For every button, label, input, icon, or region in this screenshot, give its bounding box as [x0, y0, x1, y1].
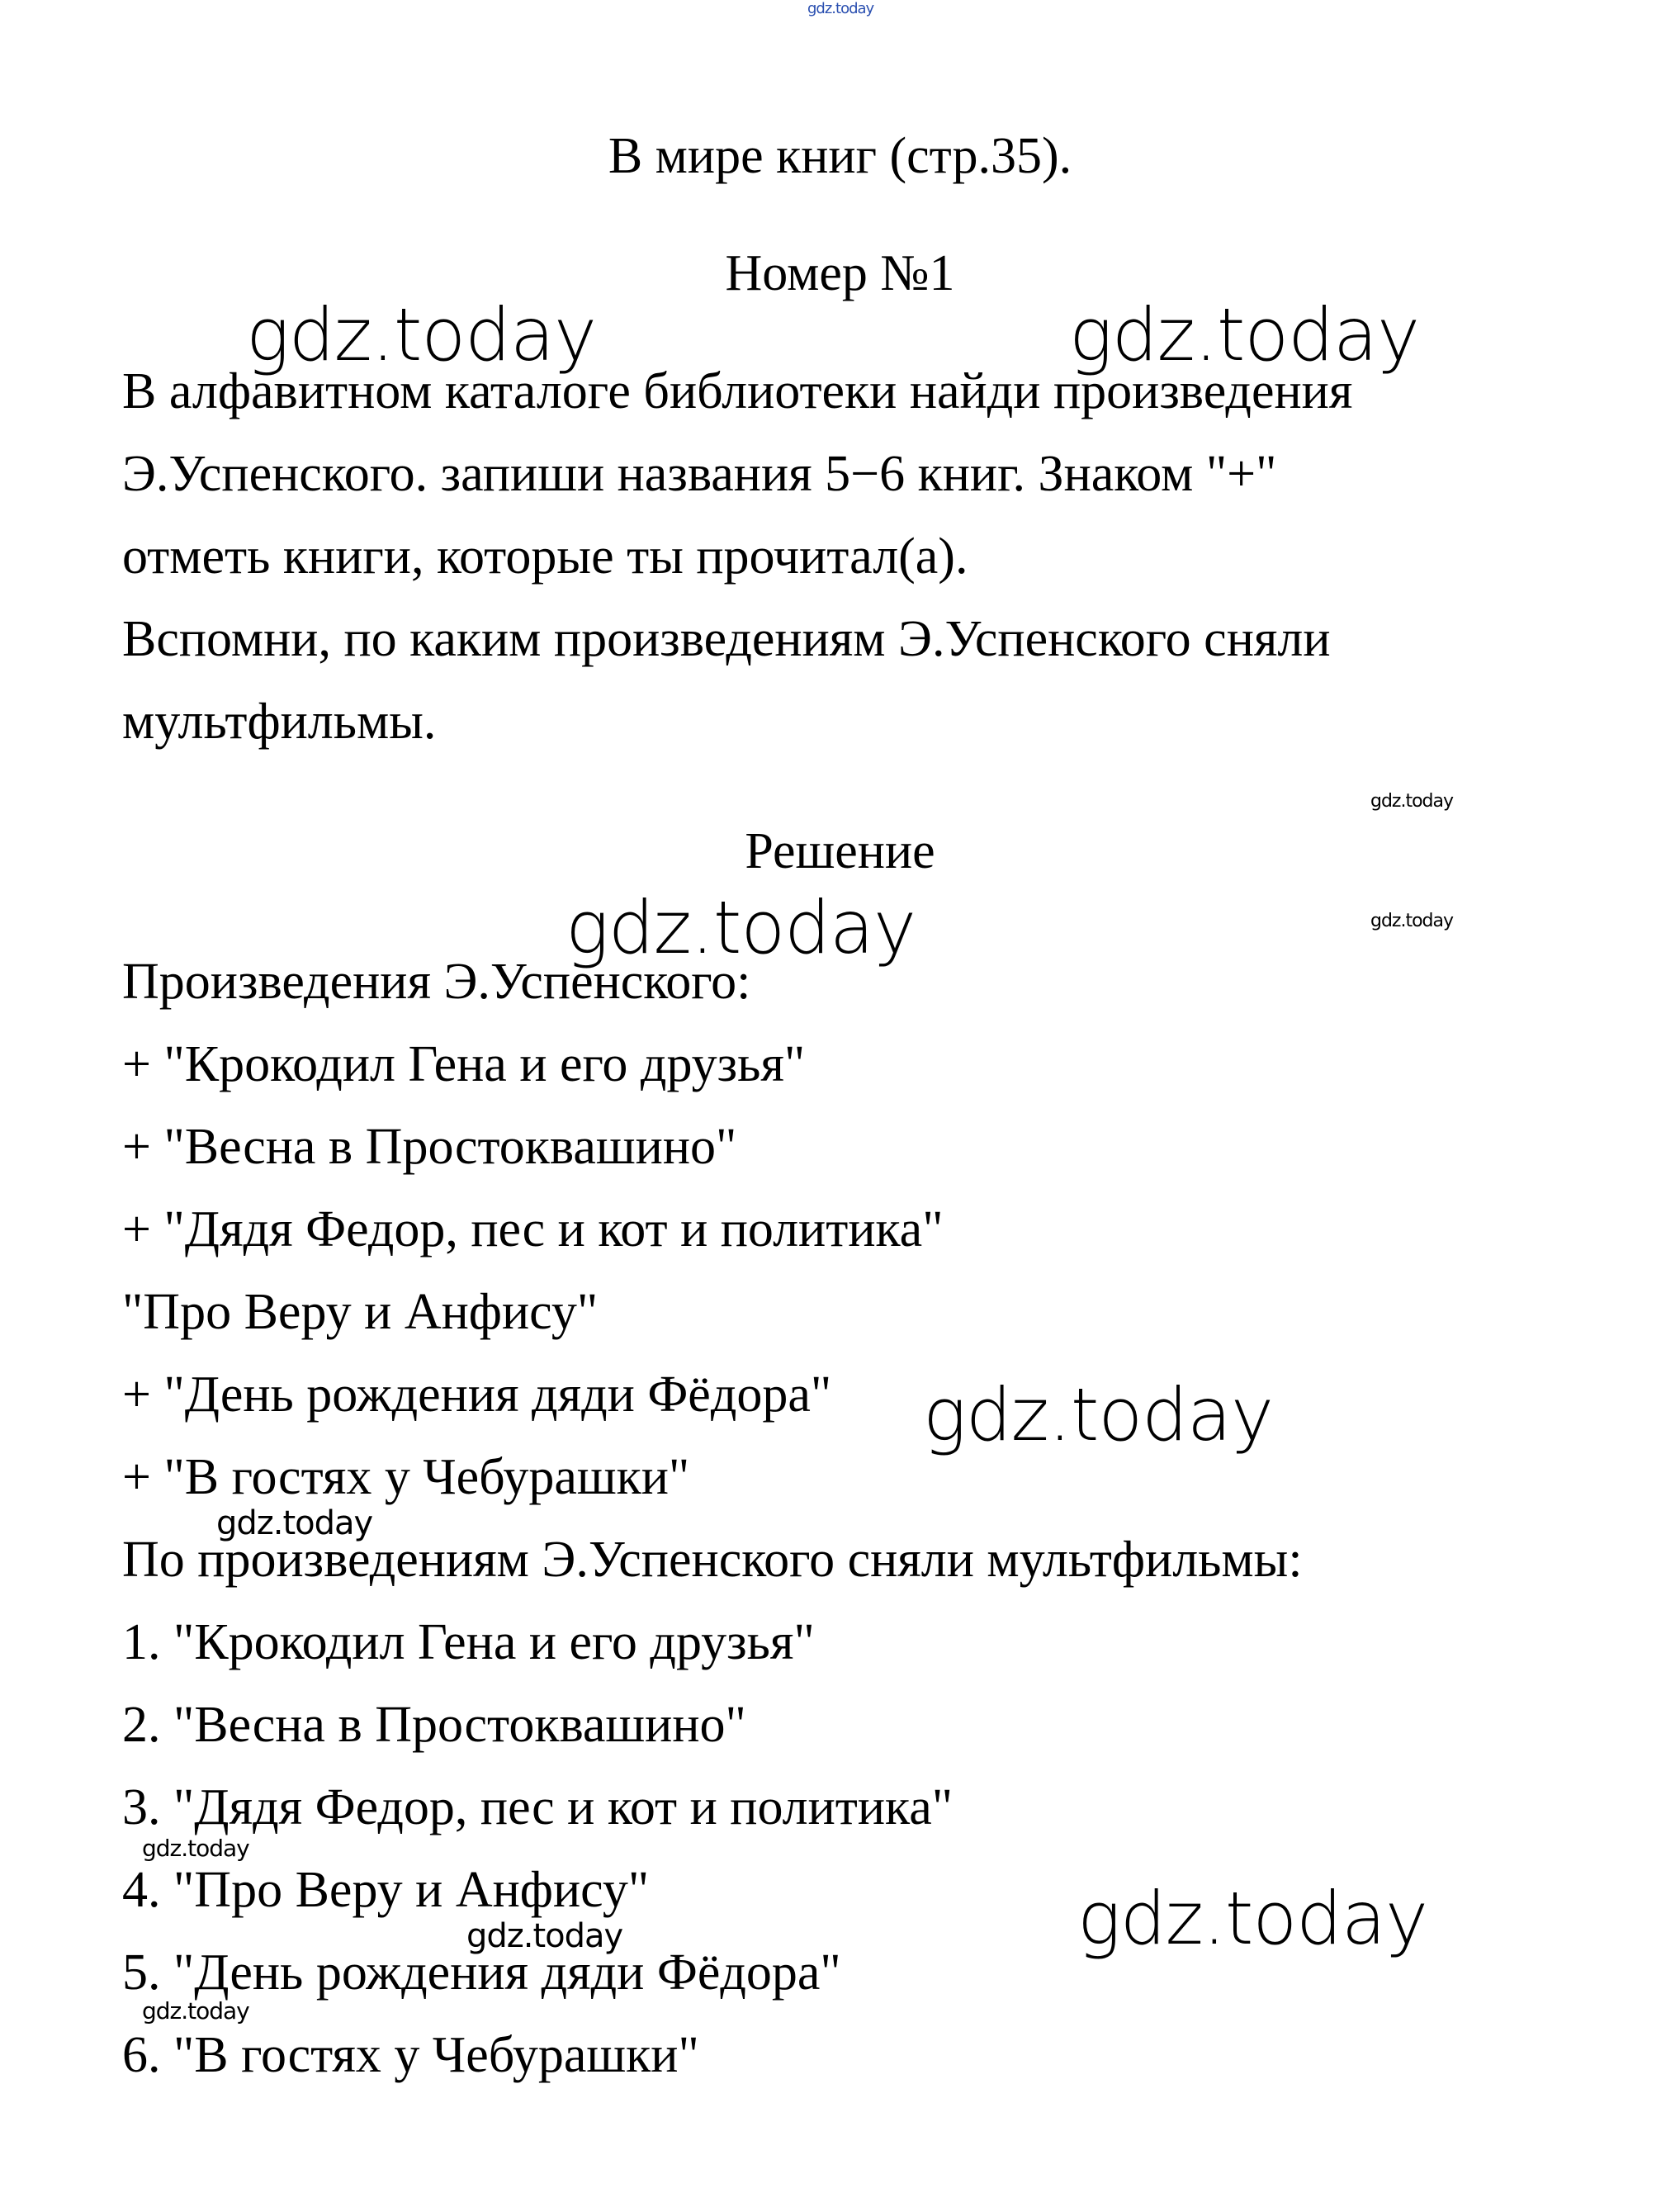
watermark-8: gdz.today: [1370, 791, 1454, 812]
cartoons-item-4: 4. "Про Веру и Анфису": [122, 1862, 650, 1918]
watermark-1: gdz.today: [246, 292, 597, 377]
watermark-6: gdz.today: [216, 1504, 373, 1542]
works-item-5: + "День рождения дяди Фёдора": [122, 1366, 832, 1423]
cartoons-item-1: 1. "Крокодил Гена и его друзья": [122, 1614, 815, 1670]
watermark-top: gdz.today: [807, 0, 874, 17]
watermark-7: gdz.today: [466, 1917, 623, 1955]
cartoons-item-2: 2. "Весна в Простоквашино": [122, 1697, 746, 1753]
works-title: Произведения Э.Успенского:: [122, 954, 751, 1010]
solution-heading: Решение: [745, 823, 935, 879]
task-line-1: В алфавитном каталоге библиотеки найди произведения: [122, 363, 1353, 419]
task-line-2: Э.Успенского. запиши названия 5−6 книг. Знаком "+": [122, 446, 1277, 502]
cartoons-item-3: 3. "Дядя Федор, пес и кот и политика": [122, 1779, 954, 1835]
cartoons-item-5: 5. "День рождения дяди Фёдора": [122, 1944, 841, 2001]
watermark-11: gdz.today: [142, 1997, 249, 2025]
works-item-4: "Про Веру и Анфису": [122, 1284, 599, 1340]
watermark-10: gdz.today: [142, 1835, 249, 1862]
task-line-4: Вспомни, по каким произведениям Э.Успенского сняли: [122, 611, 1331, 667]
task-line-3: отметь книги, которые ты прочитал(а).: [122, 528, 968, 585]
task-number: Номер №1: [725, 245, 955, 301]
task-line-5: мультфильмы.: [122, 694, 437, 750]
watermark-5: gdz.today: [1077, 1876, 1428, 1961]
page-title: В мире книг (стр.35).: [608, 128, 1072, 184]
works-item-1: + "Крокодил Гена и его друзья": [122, 1036, 806, 1092]
watermark-4: gdz.today: [923, 1372, 1274, 1457]
works-item-2: + "Весна в Простоквашино": [122, 1119, 737, 1175]
cartoons-title: По произведениям Э.Успенского сняли мультфильмы:: [122, 1532, 1303, 1588]
watermark-2: gdz.today: [1069, 292, 1420, 377]
watermark-3: gdz.today: [566, 885, 916, 970]
works-item-3: + "Дядя Федор, пес и кот и политика": [122, 1201, 944, 1257]
cartoons-item-6: 6. "В гостях у Чебурашки": [122, 2027, 699, 2083]
watermark-9: gdz.today: [1370, 911, 1454, 931]
works-item-6: + "В гостях у Чебурашки": [122, 1449, 690, 1505]
